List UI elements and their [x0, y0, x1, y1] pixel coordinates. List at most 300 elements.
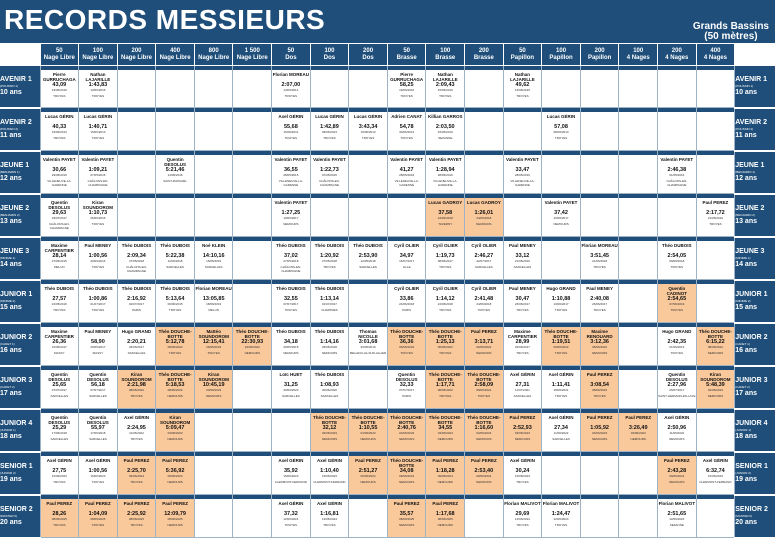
record-cell: [233, 323, 272, 366]
record-cell: [542, 66, 581, 108]
event-distance: 200: [594, 47, 605, 54]
swimmer-name: Florian MALIVOT: [542, 501, 580, 506]
record-cell-header-bar: [118, 452, 156, 456]
record-cell: [580, 151, 619, 194]
record-time: 5:48,39: [706, 382, 725, 388]
record-date: 08/06/2017: [437, 259, 453, 263]
record-date: 09/06/2013: [321, 130, 337, 134]
category-label-left: [0, 108, 40, 151]
record-cell: [542, 194, 581, 237]
record-location: TROYES: [516, 94, 529, 98]
record-location: NEMOURS: [167, 394, 183, 398]
record-cell-header-bar: [311, 108, 349, 112]
record-time: 1:40,71: [88, 124, 108, 130]
pool-type-label: [693, 22, 769, 42]
record-date: 01/07/2017: [321, 302, 337, 306]
record-cell-header-bar: [697, 194, 735, 198]
record-cell: [619, 409, 658, 452]
record-date: 15/06/2013: [51, 130, 67, 134]
record-cell: [542, 495, 581, 538]
event-header: [503, 44, 542, 66]
record-cell-header-bar: [465, 151, 503, 155]
record-cell-header-bar: [311, 495, 349, 499]
event-header: [156, 44, 195, 66]
record-cell-header-bar: [41, 495, 79, 499]
record-cell-header-bar: [195, 237, 233, 241]
record-cell: [40, 452, 79, 495]
swimmer-name: Axel GÉRIN: [702, 458, 728, 463]
record-cell-header-bar: [465, 280, 503, 284]
record-date: 30/06/2020: [283, 388, 299, 392]
record-cell: [79, 452, 118, 495]
swimmer-name: Théo DUBOIS: [662, 243, 692, 248]
record-time: 12:15,41: [202, 339, 225, 345]
swimmer-name: Florian MALIVOT: [504, 501, 541, 506]
record-cell: [117, 108, 156, 151]
record-date: 27/05/2018: [283, 259, 299, 263]
record-cell-header-bar: [79, 194, 117, 198]
record-cell: [580, 237, 619, 280]
record-cell: [426, 366, 465, 409]
record-date: 26/06/2016: [90, 216, 106, 220]
record-cell: [465, 495, 504, 538]
record-cell: [194, 280, 233, 323]
record-date: 07/05/2016: [321, 173, 337, 177]
record-cell-header-bar: [388, 66, 426, 70]
record-cell-header-bar: [388, 194, 426, 198]
record-cell: [619, 323, 658, 366]
record-time: 5:18,53: [165, 382, 185, 388]
swimmer-name: Théo DUBOIS: [160, 243, 190, 248]
record-date: 10/06/2017: [283, 216, 299, 220]
page-title: RECORDS MESSIEURS: [4, 4, 326, 35]
category-name: SENIOR 1: [0, 462, 33, 470]
record-cell: [542, 237, 581, 280]
record-cell: [465, 151, 504, 194]
swimmer-name: Killian GARROS: [427, 114, 463, 119]
event-header: [40, 44, 79, 66]
record-cell: [658, 66, 697, 108]
record-location: TROYES: [53, 136, 66, 140]
record-cell-header-bar: [311, 151, 349, 155]
category-label-right: [735, 280, 775, 323]
record-cell-header-bar: [658, 237, 696, 241]
record-cell: [465, 452, 504, 495]
event-stroke: Nage Libre: [120, 54, 152, 61]
record-cell: [696, 66, 735, 108]
record-cell: [272, 66, 311, 108]
record-date: 26/05/2017: [90, 345, 106, 349]
record-cell: [79, 323, 118, 366]
record-time: 3:08,54: [590, 382, 609, 388]
record-cell-header-bar: [542, 366, 580, 370]
record-location: TROYES: [477, 394, 491, 398]
swimmer-name: Thomas NICOLLE: [358, 329, 378, 339]
record-time: 37,02: [283, 253, 298, 259]
record-cell-header-bar: [118, 108, 156, 112]
record-cell: [40, 366, 79, 409]
record-cell: [387, 323, 426, 366]
record-cell-header-bar: [233, 280, 271, 284]
record-date: 16/06/2023: [707, 474, 723, 478]
record-cell-header-bar: [465, 108, 503, 112]
record-time: 1:17,68: [435, 511, 455, 517]
category-name: JUNIOR 2: [0, 333, 33, 341]
record-date: 06/06/2022: [437, 345, 453, 349]
record-cell-header-bar: [156, 194, 194, 198]
record-cell: [79, 194, 118, 237]
record-location: TROYES: [168, 351, 182, 355]
record-time: 12:09,79: [164, 511, 186, 517]
record-cell-header-bar: [697, 66, 735, 70]
record-location: TROYES: [284, 523, 298, 527]
category-age: 16 ans: [735, 346, 757, 354]
record-date: 08/06/2025: [90, 517, 106, 521]
record-date: 15/06/2013: [360, 130, 376, 134]
record-cell: [619, 108, 658, 151]
record-cell: [658, 452, 697, 495]
record-cell: [272, 194, 311, 237]
category-name: JEUNE 2: [0, 204, 30, 212]
record-time: 5:09,47: [165, 425, 185, 431]
record-location: TROYES: [168, 308, 182, 312]
swimmer-name: Théo DUBOIS: [314, 329, 345, 334]
record-cell: [310, 151, 349, 194]
category-sub: (POUSSIN 2): [0, 126, 19, 131]
record-cell-header-bar: [349, 366, 387, 370]
swimmer-name: Axel GÉRIN: [46, 458, 72, 463]
record-cell-header-bar: [619, 323, 657, 327]
record-location: LILLE: [402, 265, 411, 269]
record-location: NEMOURS: [360, 437, 376, 441]
event-distance: 1 500: [244, 47, 260, 54]
record-time: 2:40,76: [397, 425, 416, 431]
record-time: 1:18,28: [435, 468, 455, 474]
record-cell: [387, 194, 426, 237]
record-time: 26,36: [52, 339, 67, 345]
record-cell-header-bar: [156, 366, 194, 370]
swimmer-name: Pierre GURRUCHAGA: [42, 72, 76, 82]
record-cell-header-bar: [118, 280, 156, 284]
record-cell-header-bar: [79, 237, 117, 241]
record-cell-header-bar: [619, 66, 657, 70]
record-date: 08/06/2022: [167, 388, 183, 392]
record-cell-header-bar: [619, 495, 657, 499]
record-time: 33,47: [515, 167, 530, 173]
record-cell-header-bar: [195, 366, 233, 370]
record-location: TROYES: [130, 523, 143, 527]
record-cell: [156, 323, 195, 366]
record-location: SARCELLES: [513, 394, 532, 398]
event-stroke: 4 Nages: [626, 54, 650, 61]
record-cell: [426, 409, 465, 452]
record-time: 5:21,46: [165, 167, 185, 173]
record-cell-header-bar: [349, 409, 387, 413]
record-date: 08/06/2022: [437, 388, 453, 392]
event-distance: 50: [287, 47, 295, 54]
record-date: 11/06/2022: [553, 431, 569, 435]
record-cell-header-bar: [581, 194, 619, 198]
record-cell-header-bar: [426, 237, 464, 241]
record-cell-header-bar: [426, 452, 464, 456]
record-cell-header-bar: [581, 495, 619, 499]
record-cell-header-bar: [581, 108, 619, 112]
record-time: 2:09,43: [435, 82, 455, 88]
record-cell: [233, 495, 272, 538]
record-date: 26/05/2018: [283, 345, 299, 349]
swimmer-name: Hugo GRAND: [121, 329, 152, 334]
category-name: JUNIOR 3: [0, 376, 33, 384]
record-location: SARCELLES: [204, 265, 223, 269]
record-cell: [156, 409, 195, 452]
swimmer-name: Pierre GURRUCHAGA: [390, 72, 424, 82]
record-location: CHÂLONS-EN-CHAMPAGNE: [48, 222, 70, 230]
record-location: NEMOURS: [669, 437, 685, 441]
category-age: 13 ans: [0, 217, 22, 225]
record-date: 14/06/2016: [167, 173, 183, 177]
record-cell: [310, 194, 349, 237]
record-time: 10:45,19: [202, 382, 225, 388]
record-location: TROYES: [670, 351, 683, 355]
record-time: 1:00,56: [88, 468, 108, 474]
record-cell-header-bar: [504, 151, 542, 155]
record-cell: [310, 237, 349, 280]
record-cell-header-bar: [581, 151, 619, 155]
record-cell: [619, 366, 658, 409]
record-location: BELLEVILLE-SUR-ALLIER: [349, 351, 387, 355]
record-location: NEMOURS: [669, 480, 685, 484]
record-cell: [426, 280, 465, 323]
record-cell-header-bar: [41, 194, 79, 198]
swimmer-name: Paul PEREZ: [432, 501, 459, 506]
record-cell: [542, 108, 581, 151]
record-cell: [503, 194, 542, 237]
record-time: 49,62: [515, 82, 530, 88]
record-cell: [349, 323, 388, 366]
record-date: 22/05/2016: [51, 302, 67, 306]
swimmer-name: Théo DOUCHE-BOTTE: [235, 329, 269, 339]
record-cell: [696, 194, 735, 237]
record-time: 33,86: [399, 296, 414, 302]
swimmer-name: Théo DUBOIS: [121, 243, 152, 248]
record-location: SARCELLES: [89, 437, 107, 441]
record-cell-header-bar: [311, 280, 349, 284]
category-sub: (POUSSIN 1): [735, 83, 754, 88]
record-cell: [156, 452, 195, 495]
record-cell-header-bar: [504, 452, 542, 456]
event-stroke: Brasse: [396, 54, 417, 61]
record-location: CHÂLONS-EN-CHAMPAGNE: [280, 265, 302, 273]
record-date: 16/07/2017: [399, 259, 415, 263]
record-time: 29,69: [515, 511, 530, 517]
record-date: 26/06/2017: [128, 345, 144, 349]
record-date: 27/05/2018: [321, 259, 337, 263]
record-location: NEMOURS: [514, 437, 531, 441]
swimmer-name: Théo DOUCHE-BOTTE: [428, 329, 462, 339]
record-cell-header-bar: [426, 151, 464, 155]
record-time: 34,18: [283, 339, 298, 345]
record-time: 22:30,93: [241, 339, 264, 345]
record-cell-header-bar: [311, 237, 349, 241]
record-cell-header-bar: [195, 452, 233, 456]
record-cell-header-bar: [272, 495, 310, 499]
record-cell: [40, 194, 79, 237]
swimmer-name: Axel GÉRIN: [278, 458, 304, 463]
swimmer-name: Paul PEREZ: [470, 458, 497, 463]
event-stroke: Nage Libre: [198, 54, 230, 61]
category-name: SENIOR 2: [0, 505, 33, 513]
category-age: 20 ans: [0, 518, 22, 526]
record-date: 30/06/2013: [399, 130, 415, 134]
record-cell: [349, 237, 388, 280]
record-time: 1:43,83: [88, 82, 108, 88]
record-cell: [194, 452, 233, 495]
record-location: TROYES: [477, 308, 491, 312]
record-date: 08/06/2022: [707, 345, 723, 349]
swimmer-name: Cyril OLIER: [471, 243, 497, 248]
record-cell: [349, 280, 388, 323]
swimmer-name: Théo DOUCHE-BOTTE: [544, 329, 578, 339]
record-date: 09/06/2024: [476, 474, 492, 478]
record-date: 03/06/2023: [437, 431, 453, 435]
swimmer-name: Cyril OLIER: [394, 286, 420, 291]
record-cell: [658, 237, 697, 280]
record-cell: [619, 151, 658, 194]
swimmer-name: Valentin PAYET: [274, 200, 308, 205]
record-cell-header-bar: [504, 194, 542, 198]
category-label-right: [735, 323, 775, 366]
record-time: 2:27,96: [667, 382, 687, 388]
category-age: 12 ans: [0, 174, 22, 182]
record-cell: [233, 452, 272, 495]
record-date: 08/06/2022: [592, 345, 608, 349]
record-cell: [156, 66, 195, 108]
record-time: 2:54,65: [667, 296, 687, 302]
record-location: TROYES: [361, 136, 375, 140]
event-stroke: Brasse: [473, 54, 494, 61]
record-time: 2:51,27: [358, 468, 378, 474]
record-location: TROYES: [91, 523, 105, 527]
record-cell: [503, 66, 542, 108]
record-time: 1:14,12: [435, 296, 455, 302]
record-date: 24/06/2022: [244, 345, 260, 349]
swimmer-name: Cyril OLIER: [432, 286, 458, 291]
record-location: NEMOURS: [283, 222, 299, 226]
category-row: [0, 323, 775, 366]
record-cell: [40, 151, 79, 194]
swimmer-name: Théo DOUCHE-BOTTE: [312, 415, 346, 425]
record-cell: [194, 151, 233, 194]
record-date: 15/06/2011: [283, 130, 299, 134]
record-date: 12/06/2024: [514, 517, 530, 521]
record-cell-header-bar: [311, 452, 349, 456]
record-cell: [156, 237, 195, 280]
swimmer-name: Nathan LAJARILLE: [85, 72, 111, 82]
swimmer-name: Valentin PAYET: [660, 157, 694, 162]
category-label-right: [735, 151, 775, 194]
record-cell: [272, 452, 311, 495]
event-distance: 100: [556, 47, 567, 54]
category-age: 10 ans: [735, 88, 757, 96]
record-date: 07/05/2016: [90, 173, 106, 177]
record-cell: [79, 237, 118, 280]
swimmer-name: Théo DUBOIS: [314, 243, 345, 248]
record-time: 37,42: [554, 210, 568, 216]
swimmer-name: Quentin DESOLUS: [48, 372, 71, 382]
record-time: 1:42,89: [320, 124, 339, 130]
record-cell-header-bar: [79, 409, 117, 413]
record-time: 36,36: [399, 339, 414, 345]
swimmer-name: Théo DUBOIS: [276, 286, 306, 291]
record-cell: [696, 280, 735, 323]
record-cell: [349, 409, 388, 452]
event-header: [619, 44, 658, 66]
record-cell-header-bar: [426, 280, 464, 284]
event-distance: 400: [710, 47, 721, 54]
swimmer-name: Mattéo SOUNDOROM: [198, 329, 229, 339]
record-cell: [387, 409, 426, 452]
title-bar: [0, 0, 775, 43]
record-cell: [696, 237, 735, 280]
record-cell-header-bar: [581, 409, 619, 413]
swimmer-name: Axel GÉRIN: [664, 415, 690, 420]
record-cell-header-bar: [233, 194, 271, 198]
record-cell-header-bar: [465, 452, 503, 456]
event-header: [349, 44, 388, 66]
record-cell-header-bar: [233, 366, 271, 370]
category-row: [0, 151, 775, 194]
category-label-left: [0, 409, 40, 452]
record-cell-header-bar: [619, 366, 657, 370]
record-cell: [194, 323, 233, 366]
record-location: SARCELLES: [359, 265, 377, 269]
record-cell: [310, 108, 349, 151]
record-time: 3:12,36: [590, 339, 609, 345]
record-time: 2:25,70: [127, 468, 146, 474]
record-cell-header-bar: [41, 409, 79, 413]
record-cell: [696, 108, 735, 151]
event-stroke: Brasse: [435, 54, 456, 61]
category-age: 16 ans: [0, 346, 22, 354]
record-cell-header-bar: [581, 323, 619, 327]
event-distance: 100: [440, 47, 451, 54]
category-age: 10 ans: [0, 88, 22, 96]
record-location: NEMOURS: [283, 351, 299, 355]
record-cell-header-bar: [41, 237, 79, 241]
record-date: 11/06/2018: [167, 259, 183, 263]
record-cell-header-bar: [118, 323, 156, 327]
record-location: TROYES: [516, 351, 529, 355]
record-cell: [696, 366, 735, 409]
swimmer-name: Théo DUBOIS: [314, 286, 345, 291]
record-cell-header-bar: [581, 66, 619, 70]
record-cell: [194, 108, 233, 151]
record-date: 03/06/2023: [167, 431, 183, 435]
record-cell: [156, 151, 195, 194]
event-distance: 200: [131, 47, 142, 54]
record-location: SARCELLES: [89, 394, 107, 398]
record-time: 1:10,88: [551, 296, 571, 302]
record-time: 33,12: [515, 253, 530, 259]
record-date: 03/06/2023: [630, 431, 646, 435]
record-cell-header-bar: [658, 409, 696, 413]
record-cell: [79, 409, 118, 452]
record-time: 54,78: [399, 124, 414, 130]
record-location: TROYES: [91, 94, 105, 98]
record-date: 26/06/2017: [514, 345, 530, 349]
record-cell-header-bar: [233, 108, 271, 112]
swimmer-name: Valentin PAYET: [506, 157, 539, 162]
